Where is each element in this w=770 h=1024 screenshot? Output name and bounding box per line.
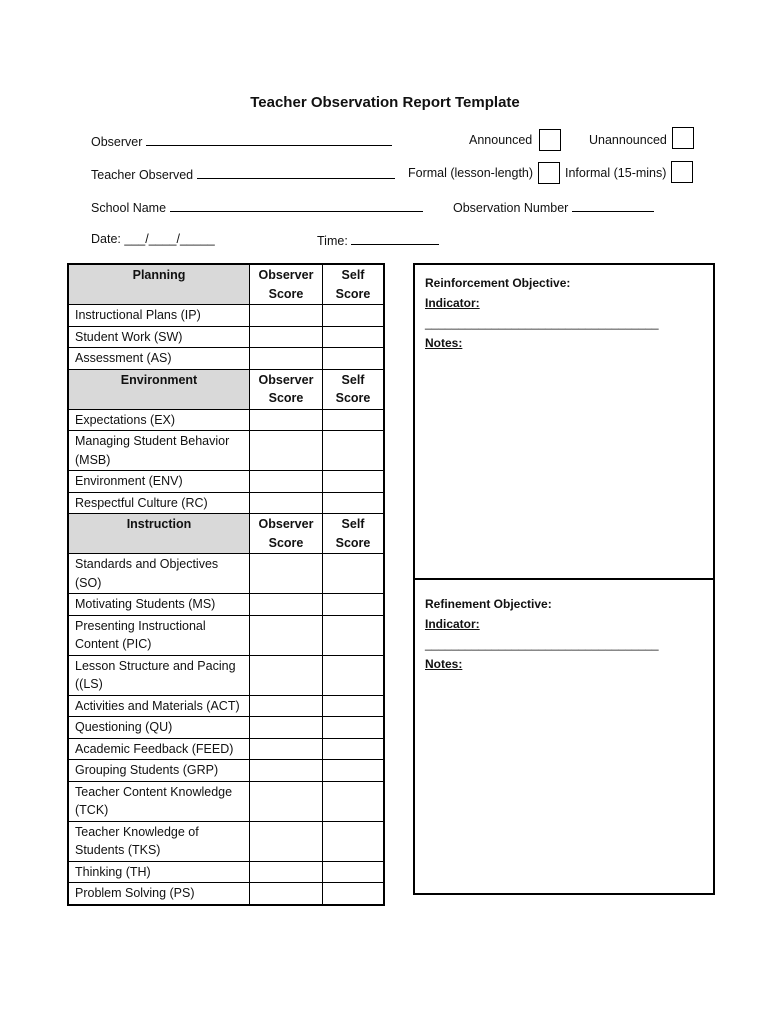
refinement-notes[interactable]	[425, 654, 713, 674]
notes-label: Notes:	[425, 657, 463, 671]
self-score-cell[interactable]	[323, 695, 385, 717]
self-score-cell[interactable]	[323, 821, 385, 861]
obs-number-field[interactable]	[453, 199, 654, 215]
observer-score-cell[interactable]	[250, 594, 323, 616]
observer-score-cell[interactable]	[250, 717, 323, 739]
observer-field[interactable]	[91, 133, 392, 149]
observer-score-cell[interactable]	[250, 695, 323, 717]
self-score-heading: Self Score	[323, 369, 385, 409]
date-field[interactable]	[91, 232, 215, 246]
observer-score-cell[interactable]	[250, 348, 323, 370]
table-row	[68, 305, 384, 327]
criterion-label: Assessment (AS)	[68, 348, 250, 370]
time-label: Time:	[317, 234, 348, 248]
notes-label: Notes:	[425, 336, 463, 350]
table-row	[68, 554, 384, 594]
time-field[interactable]	[317, 232, 439, 248]
criterion-label: Managing Student Behavior (MSB)	[68, 431, 250, 471]
self-score-heading: Self Score	[323, 514, 385, 554]
criterion-label: Teacher Knowledge of Students (TKS)	[68, 821, 250, 861]
planning-heading: Planning	[68, 264, 250, 305]
criterion-label: Teacher Content Knowledge (TCK)	[68, 781, 250, 821]
criterion-label: Expectations (EX)	[68, 409, 250, 431]
observer-score-heading: Observer Score	[250, 514, 323, 554]
criterion-label: Grouping Students (GRP)	[68, 760, 250, 782]
self-score-heading: Self Score	[323, 264, 385, 305]
criterion-label: Respectful Culture (RC)	[68, 492, 250, 514]
observer-score-cell[interactable]	[250, 305, 323, 327]
formal-checkbox[interactable]	[538, 162, 560, 184]
criterion-label: Activities and Materials (ACT)	[68, 695, 250, 717]
criterion-label: Problem Solving (PS)	[68, 883, 250, 905]
table-row	[68, 738, 384, 760]
criterion-label: Student Work (SW)	[68, 326, 250, 348]
instruction-heading: Instruction	[68, 514, 250, 554]
observer-score-cell[interactable]	[250, 431, 323, 471]
indicator-line[interactable]: ___________________________________	[425, 637, 659, 651]
observer-score-cell[interactable]	[250, 655, 323, 695]
environment-heading: Environment	[68, 369, 250, 409]
score-table	[67, 263, 385, 906]
obs-number-label: Observation Number	[453, 201, 569, 215]
refinement-box[interactable]	[413, 578, 715, 895]
self-score-cell[interactable]	[323, 492, 385, 514]
self-score-cell[interactable]	[323, 738, 385, 760]
table-row	[68, 717, 384, 739]
observer-score-cell[interactable]	[250, 861, 323, 883]
self-score-cell[interactable]	[323, 615, 385, 655]
informal-checkbox[interactable]	[671, 161, 693, 183]
informal-label: Informal (15-mins)	[565, 166, 667, 180]
observer-score-cell[interactable]	[250, 738, 323, 760]
criterion-label: Environment (ENV)	[68, 471, 250, 493]
table-row	[68, 695, 384, 717]
self-score-cell[interactable]	[323, 348, 385, 370]
time-line[interactable]	[351, 232, 439, 245]
table-row	[68, 492, 384, 514]
criterion-label: Presenting Instructional Content (PIC)	[68, 615, 250, 655]
indicator-label: Indicator:	[425, 296, 480, 310]
refinement-indicator[interactable]	[425, 614, 713, 654]
self-score-cell[interactable]	[323, 431, 385, 471]
observer-score-heading: Observer Score	[250, 264, 323, 305]
unannounced-label: Unannounced	[589, 133, 667, 147]
self-score-cell[interactable]	[323, 594, 385, 616]
instruction-header-row	[68, 514, 384, 554]
self-score-cell[interactable]	[323, 760, 385, 782]
criterion-label: Lesson Structure and Pacing ((LS)	[68, 655, 250, 695]
self-score-cell[interactable]	[323, 471, 385, 493]
table-row	[68, 655, 384, 695]
self-score-cell[interactable]	[323, 305, 385, 327]
observer-score-heading: Observer Score	[250, 369, 323, 409]
unannounced-checkbox[interactable]	[672, 127, 694, 149]
planning-header-row	[68, 264, 384, 305]
criterion-label: Questioning (QU)	[68, 717, 250, 739]
date-label: Date:	[91, 232, 121, 246]
environment-header-row	[68, 369, 384, 409]
observer-score-cell[interactable]	[250, 409, 323, 431]
self-score-cell[interactable]	[323, 883, 385, 905]
indicator-label: Indicator:	[425, 617, 480, 631]
page-title: Teacher Observation Report Template	[250, 94, 520, 111]
self-score-cell[interactable]	[323, 326, 385, 348]
criterion-label: Instructional Plans (IP)	[68, 305, 250, 327]
observer-score-cell[interactable]	[250, 471, 323, 493]
criterion-label: Academic Feedback (FEED)	[68, 738, 250, 760]
announced-label: Announced	[469, 133, 533, 147]
table-row	[68, 348, 384, 370]
observer-score-cell[interactable]	[250, 492, 323, 514]
observer-label: Observer	[91, 135, 143, 149]
table-row	[68, 615, 384, 655]
table-row	[68, 760, 384, 782]
observer-score-cell[interactable]	[250, 821, 323, 861]
observer-score-cell[interactable]	[250, 883, 323, 905]
self-score-cell[interactable]	[323, 861, 385, 883]
announced-checkbox[interactable]	[539, 129, 561, 151]
school-label: School Name	[91, 201, 167, 215]
self-score-cell[interactable]	[323, 409, 385, 431]
teacher-label: Teacher Observed	[91, 168, 194, 182]
observer-score-cell[interactable]	[250, 781, 323, 821]
teacher-line[interactable]	[197, 166, 395, 179]
reinforcement-indicator[interactable]	[425, 293, 713, 333]
observer-score-cell[interactable]	[250, 760, 323, 782]
table-row	[68, 861, 384, 883]
formal-label: Formal (lesson-length)	[408, 166, 534, 180]
observer-score-cell[interactable]	[250, 326, 323, 348]
table-row	[68, 594, 384, 616]
criterion-label: Motivating Students (MS)	[68, 594, 250, 616]
table-row	[68, 471, 384, 493]
table-row	[68, 821, 384, 861]
school-line[interactable]	[170, 199, 423, 212]
self-score-cell[interactable]	[323, 655, 385, 695]
obs-number-line[interactable]	[572, 199, 654, 212]
table-row	[68, 409, 384, 431]
table-row	[68, 326, 384, 348]
observer-line[interactable]	[146, 133, 392, 146]
table-row	[68, 431, 384, 471]
table-row	[68, 781, 384, 821]
reinforcement-title: Reinforcement Objective:	[425, 276, 571, 290]
refinement-title: Refinement Objective:	[425, 597, 552, 611]
observer-score-cell[interactable]	[250, 554, 323, 594]
self-score-cell[interactable]	[323, 781, 385, 821]
criterion-label: Thinking (TH)	[68, 861, 250, 883]
self-score-cell[interactable]	[323, 717, 385, 739]
reinforcement-box[interactable]	[413, 263, 715, 580]
date-blank[interactable]: ___/____/_____	[124, 232, 215, 246]
school-field[interactable]	[91, 199, 423, 215]
reinforcement-notes[interactable]	[425, 333, 713, 353]
self-score-cell[interactable]	[323, 554, 385, 594]
indicator-line[interactable]: ___________________________________	[425, 316, 659, 330]
table-row	[68, 883, 384, 905]
teacher-field[interactable]	[91, 166, 395, 182]
criterion-label: Standards and Objectives (SO)	[68, 554, 250, 594]
observer-score-cell[interactable]	[250, 615, 323, 655]
